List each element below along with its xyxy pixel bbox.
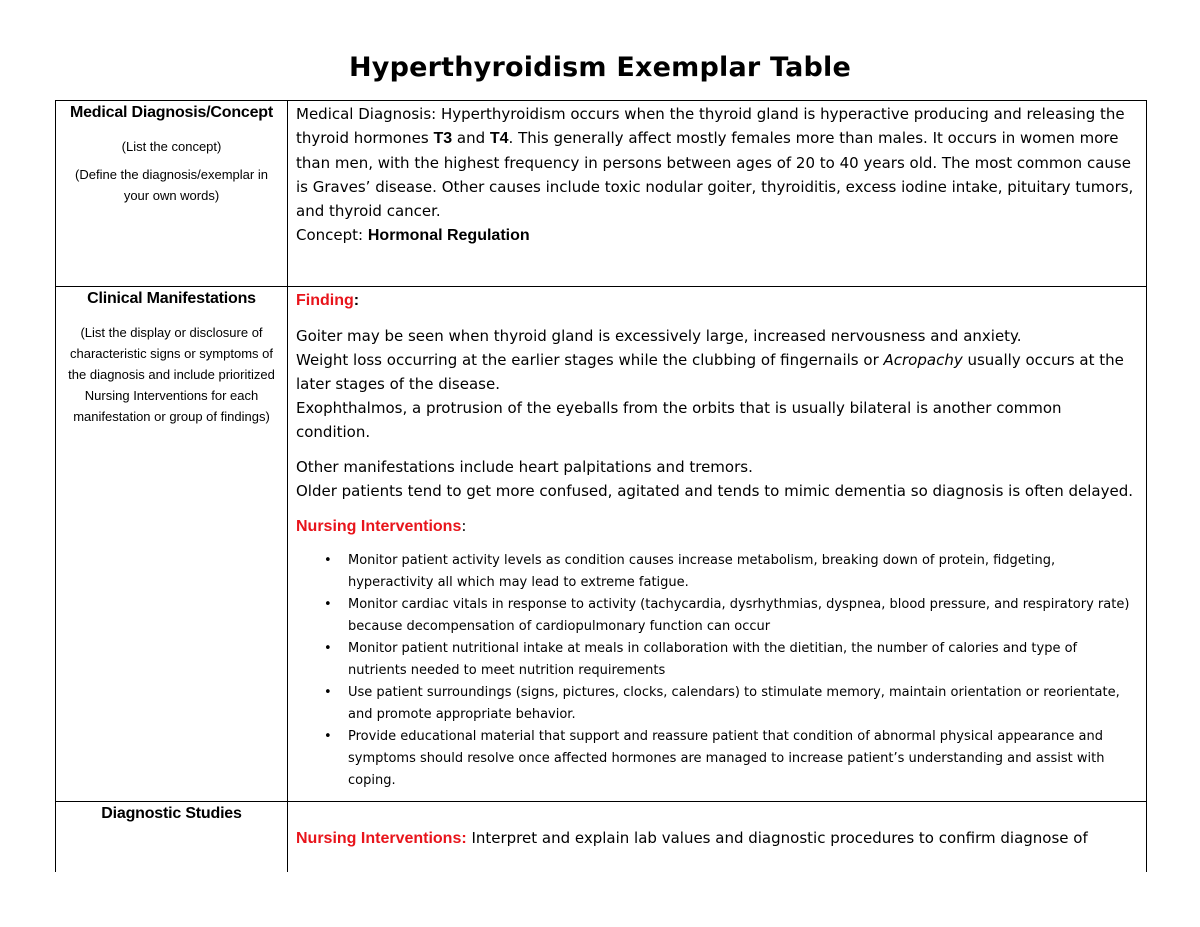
list-item <box>324 682 1138 726</box>
interventions-colon: : <box>461 517 467 535</box>
list-item <box>324 638 1138 682</box>
diagnostic-interventions-text: Interpret and explain lab values and diagnostic procedures to confirm diagnose of <box>466 829 1088 847</box>
diagnosis-content-cell <box>288 101 1147 287</box>
diagnostic-label-cell <box>56 802 288 872</box>
bullet-icon: • <box>324 597 332 612</box>
concept-label: Concept: <box>296 226 368 244</box>
concept-value: Hormonal Regulation <box>367 227 530 244</box>
table-row-diagnostic <box>56 802 1147 872</box>
diagnosis-sub-concept: (List the concept) <box>121 139 222 154</box>
diagnostic-heading: Diagnostic Studies <box>101 805 242 822</box>
finding-colon: : <box>353 292 360 309</box>
diagnosis-text-b: . This generally affect mostly females more than males. It occurs in women more than men, with the highest frequency in persons between ages of 20 to 40 years old. The most common cause is Graves’ disease. Other causes include toxic nodular goiter, thyroiditis, excess iodine intake, pituitary tumors, and thyroid cancer. <box>296 129 1134 220</box>
interventions-heading <box>296 514 1138 539</box>
diagnosis-sub-define: (Define the diagnosis/exemplar in your own words) <box>75 167 268 203</box>
clinical-content-cell <box>288 287 1147 802</box>
interventions-label: Nursing Interventions <box>296 518 462 535</box>
table-row-clinical <box>56 287 1147 802</box>
diagnosis-heading: Medical Diagnosis/Concept <box>69 104 274 121</box>
finding-heading <box>296 288 1138 313</box>
clinical-heading: Clinical Manifestations <box>87 290 256 307</box>
interventions-list <box>296 550 1138 792</box>
finding-weight-b: usually occurs at the later stages of the disease. <box>296 351 1124 393</box>
bullet-icon: • <box>324 641 332 656</box>
bullet-icon: • <box>324 685 332 700</box>
finding-palpitations: Other manifestations include heart palpitations and tremors. <box>296 458 753 476</box>
intervention-text: Monitor cardiac vitals in response to activity (tachycardia, dysrhythmias, dyspnea, blood pressure, and respiratory rate) because decompensation of cardiopulmonary function can occur <box>348 597 1130 634</box>
acropachy-term: Acropachy <box>883 351 963 369</box>
diagnosis-text-a: Medical Diagnosis: Hyperthyroidism occurs when the thyroid gland is hyperactive producing and releasing the thyroid hormones <box>296 105 1125 147</box>
finding-weight-a: Weight loss occurring at the earlier stages while the clubbing of fingernails or <box>296 351 884 369</box>
finding-weight-loss <box>296 348 1138 396</box>
bullet-icon: • <box>324 729 332 744</box>
exemplar-table <box>55 100 1147 872</box>
t3-hormone: T3 <box>433 130 453 147</box>
diagnosis-definition <box>296 102 1138 223</box>
clinical-label-cell <box>56 287 288 802</box>
finding-older-patients: Older patients tend to get more confused, agitated and tends to mimic dementia so diagnosis is often delayed. <box>296 482 1134 500</box>
diagnostic-interventions-label: Nursing Interventions: <box>296 830 467 847</box>
table-row-diagnosis <box>56 101 1147 287</box>
finding-label: Finding <box>296 292 354 309</box>
diagnostic-text <box>296 826 1138 851</box>
intervention-text: Monitor patient activity levels as condition causes increase metabolism, breaking down of protein, fidgeting, hyperactivity all which may lead to extreme fatigue. <box>348 553 1056 590</box>
concept-line <box>296 223 1138 248</box>
intervention-text: Provide educational material that support and reassure patient that condition of abnormal physical appearance and symptoms should resolve once affected hormones are managed to increase patient’s understanding and assist with coping. <box>348 729 1105 788</box>
diagnosis-label-cell <box>56 101 288 287</box>
diagnostic-content-cell <box>288 802 1147 872</box>
list-item <box>324 726 1138 792</box>
list-item <box>324 550 1138 594</box>
bullet-icon: • <box>324 553 332 568</box>
clinical-sub: (List the display or disclosure of characteristic signs or symptoms of the diagnosis and include prioritized Nursing Interventions for each manifestation or group of findings) <box>68 325 275 424</box>
intervention-text: Monitor patient nutritional intake at meals in collaboration with the dietitian, the number of calories and type of nutrients needed to meet nutrition requirements <box>348 641 1078 678</box>
intervention-text: Use patient surroundings (signs, pictures, clocks, calendars) to stimulate memory, maintain orientation or reorientate, and promote appropriate behavior. <box>348 685 1120 722</box>
finding-exophthalmos: Exophthalmos, a protrusion of the eyeballs from the orbits that is usually bilateral is another common condition. <box>296 399 1062 441</box>
finding-goiter: Goiter may be seen when thyroid gland is excessively large, increased nervousness and anxiety. <box>296 327 1022 345</box>
t4-hormone: T4 <box>489 130 509 147</box>
list-item <box>324 594 1138 638</box>
diagnosis-text-and: and <box>452 129 490 147</box>
document-title: Hyperthyroidism Exemplar Table <box>348 52 852 83</box>
